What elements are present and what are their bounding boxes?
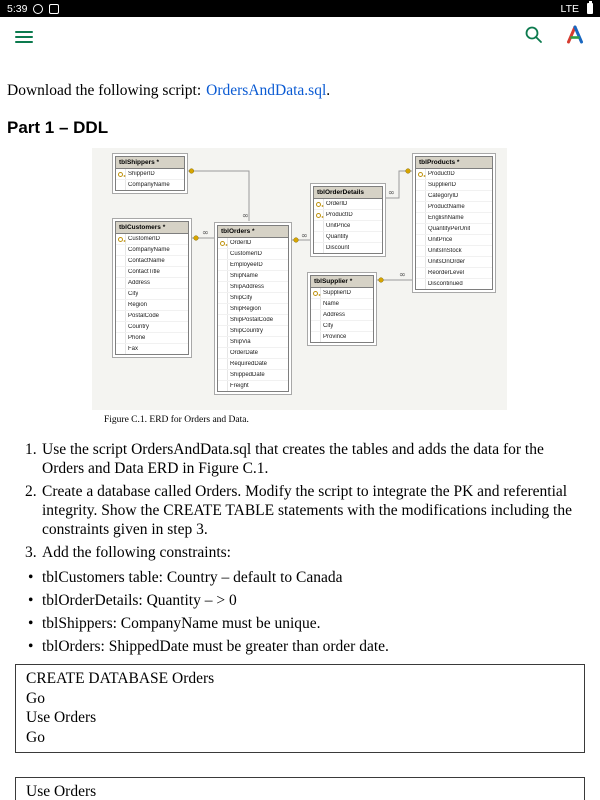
erd-column-row	[116, 289, 188, 300]
erd-column-row	[311, 332, 373, 342]
column-icon-cell	[311, 299, 321, 309]
primary-key-icon	[416, 169, 426, 179]
erd-table-tblproducts	[412, 153, 496, 293]
column-icon-cell	[116, 180, 126, 190]
erd-column-name: OrderID	[230, 240, 252, 246]
erd-column-row	[218, 249, 288, 260]
intro-text: Download the following script:	[7, 82, 202, 99]
bullet-text: tblCustomers table: Country – default to Canada	[42, 569, 343, 586]
list-item-text: Use the script OrdersAndData.sql that creates the tables and adds the data for the Orders and Data ERD in Figure C.1.	[42, 441, 544, 477]
code-line: Use Orders	[26, 709, 97, 726]
erd-column-name: Province	[323, 334, 347, 340]
alarm-icon	[33, 4, 43, 14]
code-line: CREATE DATABASE Orders	[26, 670, 215, 687]
column-icon-cell	[116, 333, 126, 343]
erd-column-row	[116, 344, 188, 354]
svg-text:∞: ∞	[301, 231, 308, 240]
erd-column-row	[416, 180, 492, 191]
erd-column-row	[416, 191, 492, 202]
erd-figure	[92, 148, 507, 410]
intro-period: .	[326, 82, 331, 99]
column-icon-cell	[311, 332, 321, 342]
primary-key-icon	[314, 199, 324, 209]
column-icon-cell	[218, 271, 228, 281]
erd-table-title: tblCustomers *	[116, 222, 188, 234]
column-icon-cell	[314, 221, 324, 231]
erd-column-name: Discount	[326, 245, 350, 251]
column-icon-cell	[416, 180, 426, 190]
column-icon-cell	[116, 245, 126, 255]
column-icon-cell	[116, 322, 126, 332]
erd-column-name: ContactName	[128, 258, 165, 264]
erd-column-name: Name	[323, 301, 340, 307]
list-item-number: 3.	[25, 544, 37, 561]
notification-icon	[49, 4, 59, 14]
figure-caption: Figure C.1. ERD for Orders and Data.	[104, 415, 249, 425]
erd-table-title: tblOrders *	[218, 226, 288, 238]
section-heading: Part 1 – DDL	[7, 118, 109, 137]
erd-column-name: CategoryID	[428, 193, 459, 199]
column-icon-cell	[416, 202, 426, 212]
erd-table-tblorders	[214, 222, 292, 395]
code-line: Go	[26, 728, 45, 746]
erd-column-name: Address	[323, 312, 346, 318]
erd-column-name: Freight	[230, 383, 249, 389]
column-icon-cell	[416, 213, 426, 223]
bullet-item	[7, 637, 593, 656]
erd-column-name: Fax	[128, 346, 139, 352]
app-logo-button[interactable]	[565, 25, 585, 49]
code-line: Use Orders	[26, 783, 97, 800]
search-button[interactable]	[524, 25, 543, 49]
column-icon-cell	[416, 235, 426, 245]
erd-column-name: Phone	[128, 335, 146, 341]
column-icon-cell	[218, 315, 228, 325]
erd-table-tblshippers	[112, 153, 188, 194]
erd-column-name: ShipAddress	[230, 284, 265, 290]
column-icon-cell	[416, 224, 426, 234]
erd-column-row	[116, 234, 188, 245]
erd-column-row	[218, 282, 288, 293]
battery-icon	[587, 3, 593, 14]
erd-column-row	[416, 169, 492, 180]
column-icon-cell	[116, 300, 126, 310]
sql-code-box-2	[15, 777, 585, 800]
primary-key-icon	[218, 238, 228, 248]
menu-button[interactable]	[15, 28, 33, 46]
bullet-text: tblShippers: CompanyName must be unique.	[42, 615, 321, 632]
erd-column-name: ShippedDate	[230, 372, 265, 378]
column-icon-cell	[116, 311, 126, 321]
svg-text:∞: ∞	[388, 188, 395, 197]
constraint-list	[7, 568, 593, 656]
column-icon-cell	[116, 289, 126, 299]
column-icon-cell	[116, 267, 126, 277]
list-item-text: Create a database called Orders. Modify the script to integrate the PK and referential integrity. Show the CREATE TABLE statements with the modifications including the constraints given in step 3.	[42, 483, 572, 538]
erd-column-row	[416, 213, 492, 224]
erd-column-row	[218, 271, 288, 282]
column-icon-cell	[218, 370, 228, 380]
status-bar	[0, 0, 600, 17]
erd-column-row	[116, 300, 188, 311]
erd-column-name: SupplierID	[323, 290, 352, 296]
erd-column-row	[314, 243, 382, 253]
column-icon-cell	[314, 232, 324, 242]
erd-column-name: ShipperID	[128, 171, 155, 177]
instruction-list	[7, 440, 593, 562]
erd-column-row	[218, 326, 288, 337]
erd-column-row	[218, 315, 288, 326]
erd-column-row	[116, 169, 184, 180]
intro-line	[7, 81, 593, 100]
erd-column-row	[116, 267, 188, 278]
app-logo-icon	[565, 25, 585, 49]
erd-column-row	[416, 257, 492, 268]
app-toolbar	[0, 17, 600, 57]
erd-column-row	[218, 293, 288, 304]
svg-text:∞: ∞	[202, 228, 209, 237]
erd-column-row	[218, 304, 288, 315]
erd-column-row	[416, 279, 492, 289]
erd-column-row	[218, 337, 288, 348]
erd-column-name: ShipName	[230, 273, 259, 279]
erd-column-name: Discontinued	[428, 281, 463, 287]
bullet-marker	[28, 591, 42, 610]
erd-column-row	[218, 359, 288, 370]
column-icon-cell	[218, 282, 228, 292]
erd-table-title: tblOrderDetails	[314, 187, 382, 199]
erd-column-name: ProductID	[326, 212, 353, 218]
erd-column-row	[116, 322, 188, 333]
script-download-link[interactable]: OrdersAndData.sql	[206, 82, 327, 99]
erd-column-row	[314, 232, 382, 243]
list-item-number: 2.	[25, 483, 37, 500]
erd-column-row	[116, 311, 188, 322]
bullet-text: tblOrders: ShippedDate must be greater than order date.	[42, 638, 389, 655]
erd-table-tblcustomers	[112, 218, 192, 358]
erd-column-name: CustomerID	[128, 236, 161, 242]
erd-column-name: RequiredDate	[230, 361, 268, 367]
erd-column-name: ShipCity	[230, 295, 253, 301]
column-icon-cell	[116, 278, 126, 288]
erd-column-name: UnitPrice	[326, 223, 351, 229]
column-icon-cell	[311, 321, 321, 331]
erd-column-name: Country	[128, 324, 150, 330]
column-icon-cell	[311, 310, 321, 320]
document-page	[0, 81, 600, 800]
primary-key-icon	[311, 288, 321, 298]
erd-column-row	[116, 245, 188, 256]
erd-table-tblsupplier	[307, 272, 377, 346]
erd-column-row	[218, 260, 288, 271]
svg-text:∞: ∞	[242, 211, 249, 220]
erd-column-row	[218, 381, 288, 391]
erd-column-row	[311, 321, 373, 332]
erd-column-row	[416, 268, 492, 279]
erd-table-title: tblSupplier *	[311, 276, 373, 288]
erd-column-row	[116, 278, 188, 289]
erd-column-name: ReorderLevel	[428, 270, 465, 276]
erd-column-name: OrderID	[326, 201, 348, 207]
column-icon-cell	[218, 359, 228, 369]
erd-column-name: Address	[128, 280, 151, 286]
list-item-text: Add the following constraints:	[42, 544, 231, 561]
column-icon-cell	[416, 268, 426, 278]
column-icon-cell	[218, 249, 228, 259]
erd-column-name: SupplierID	[428, 182, 457, 188]
erd-column-row	[314, 210, 382, 221]
erd-column-name: PostalCode	[128, 313, 160, 319]
column-icon-cell	[218, 304, 228, 314]
erd-column-row	[218, 238, 288, 249]
bullet-item	[7, 591, 593, 610]
erd-column-name: EmployeeID	[230, 262, 263, 268]
clock-label: 5:39	[7, 2, 28, 15]
erd-column-name: City	[128, 291, 139, 297]
erd-column-row	[311, 299, 373, 310]
erd-table-title: tblShippers *	[116, 157, 184, 169]
search-icon	[524, 25, 543, 49]
erd-column-row	[416, 246, 492, 257]
column-icon-cell	[116, 344, 126, 354]
erd-column-row	[311, 310, 373, 321]
erd-column-name: Quantity	[326, 234, 349, 240]
bullet-marker	[28, 637, 42, 656]
erd-column-row	[416, 235, 492, 246]
erd-column-row	[416, 202, 492, 213]
sql-code-box-1	[15, 664, 585, 753]
erd-column-name: ShipPostalCode	[230, 317, 274, 323]
bullet-text: tblOrderDetails: Quantity – > 0	[42, 592, 237, 609]
erd-column-name: City	[323, 323, 334, 329]
erd-table-tblorderdetails	[310, 183, 386, 257]
erd-column-row	[116, 256, 188, 267]
erd-column-name: UnitsOnOrder	[428, 259, 466, 265]
erd-column-name: ShipVia	[230, 339, 251, 345]
column-icon-cell	[218, 326, 228, 336]
erd-column-row	[218, 348, 288, 359]
column-icon-cell	[218, 293, 228, 303]
erd-column-name: ProductName	[428, 204, 465, 210]
erd-column-name: CompanyName	[128, 247, 170, 253]
list-item-number: 1.	[25, 441, 37, 458]
list-item	[7, 440, 593, 478]
column-icon-cell	[218, 348, 228, 358]
erd-column-name: CustomerID	[230, 251, 263, 257]
erd-column-name: Region	[128, 302, 148, 308]
list-item	[7, 482, 593, 539]
erd-column-row	[314, 221, 382, 232]
erd-column-name: EnglishName	[428, 215, 464, 221]
svg-text:∞: ∞	[399, 270, 406, 279]
bullet-marker	[28, 614, 42, 633]
erd-column-row	[116, 333, 188, 344]
erd-column-row	[311, 288, 373, 299]
primary-key-icon	[314, 210, 324, 220]
erd-column-row	[314, 199, 382, 210]
erd-column-name: OrderDate	[230, 350, 259, 356]
erd-column-name: ContactTitle	[128, 269, 160, 275]
bullet-marker	[28, 568, 42, 587]
erd-column-name: QuantityPerUnit	[428, 226, 471, 232]
erd-column-row	[218, 370, 288, 381]
column-icon-cell	[116, 256, 126, 266]
erd-column-row	[416, 224, 492, 235]
column-icon-cell	[416, 257, 426, 267]
list-item	[7, 543, 593, 562]
erd-column-name: ShipRegion	[230, 306, 262, 312]
bullet-item	[7, 614, 593, 633]
erd-column-name: UnitPrice	[428, 237, 453, 243]
primary-key-icon	[116, 234, 126, 244]
erd-column-name: ProductID	[428, 171, 455, 177]
column-icon-cell	[416, 246, 426, 256]
erd-column-row	[116, 180, 184, 190]
erd-column-name: ShipCountry	[230, 328, 264, 334]
column-icon-cell	[218, 260, 228, 270]
column-icon-cell	[218, 381, 228, 391]
code-line: Go	[26, 689, 45, 707]
erd-table-title: tblProducts *	[416, 157, 492, 169]
primary-key-icon	[116, 169, 126, 179]
column-icon-cell	[314, 243, 324, 253]
network-type-label: LTE	[560, 2, 579, 15]
erd-column-name: CompanyName	[128, 182, 170, 188]
erd-column-name: UnitsInStock	[428, 248, 462, 254]
column-icon-cell	[416, 191, 426, 201]
column-icon-cell	[416, 279, 426, 289]
column-icon-cell	[218, 337, 228, 347]
bullet-item	[7, 568, 593, 587]
